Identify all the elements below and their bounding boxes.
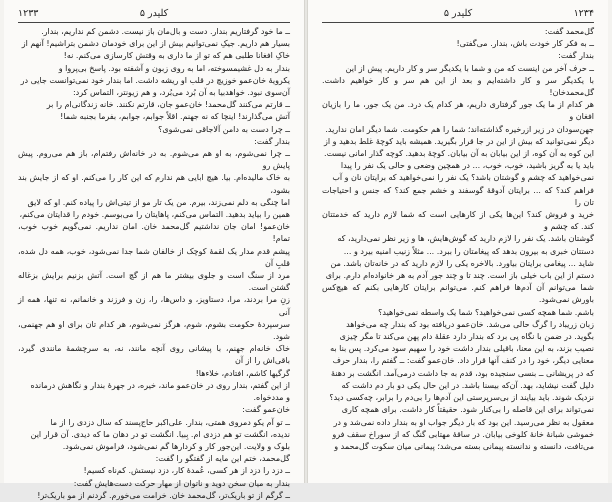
text-line: آن‌سوی نبود. خواهد‌بیا به آن بُرد می‌بُرد، و هم زیونتر، التماس کرد: xyxy=(72,88,290,98)
text-line: بندار گفت: xyxy=(254,136,290,146)
text-line: باشم. شما همچه کسی نمی‌خواهید؟ شما یک واسطه نمی‌خواهید؟ xyxy=(378,307,594,317)
text-line: ــ به فکر کار خودت باش، بندار. می‌گفتی! xyxy=(456,39,594,49)
text-line: جهن‌سودان در زیر ازرخیره گذاشته‌اند؛ شما را هم حکومت. شما دیگر امان ندارید. xyxy=(325,124,594,134)
text-line: از این گفتم، بندار روی در خان‌عمو ماند، خیره، در جهرهٔ بندار و نگاهش درمانده xyxy=(30,380,290,390)
text-line: خاک خانه‌ام جهنم، با پیشانی روی آنچه مانند، نه، به سرچشمهٔ مانندی گیرد، باقی‌اش را از آن xyxy=(18,344,290,366)
left-running-head: کلیدر ۵ xyxy=(139,8,169,19)
right-running-head: کلیدر ۵ xyxy=(443,8,473,19)
text-line: گرگیها کاشم، افتادم، خلاءها! xyxy=(195,368,290,378)
text-line: ــ حرف آخر من اینست که من و شما با یکدیگر سر و کار داریم. پیش از این xyxy=(345,63,594,73)
right-page-number: ۱۲۳۴ xyxy=(573,8,594,19)
text-line: بلوک و ولایت. این‌جور کار و کردارها گم نمی‌شود، فراموش نمی‌شود. xyxy=(62,441,290,451)
right-page-header xyxy=(322,8,594,22)
text-line: خرید و فروش کند؟ این‌ها یکی از کارهایی است که شما لازم دارید که خدمتتان کند. که چشم و xyxy=(322,210,594,232)
right-page xyxy=(308,0,608,483)
right-page-body xyxy=(322,26,594,477)
text-line: ندیده، انگشت تو هم دزدی ام. بِبیا. انگشت تو در دهان ما که دیدی. آن قرار این xyxy=(30,429,290,439)
text-line: ــ قارتم ‌می‌کنند گل‌محمد! خان‌عمو جان، قارتم نکنند. خانه زندگانی‌ام را بر xyxy=(46,100,290,110)
text-line: نمی‌خواهید که چشم و گوشتان باشد؟ یک نفر را نمی‌خواهید که برایتان نان و آب xyxy=(332,173,594,183)
text-line: آتش می‌گذارند! اینچا که نه جهنم. اقلاً جوابم، جوابم، بفرما بجنبه شما! xyxy=(60,112,290,122)
text-line: نصیب بزند، به این معنا، باقیلی بندار داشت خود را سهیم سود می‌کرد. پس بنا به xyxy=(330,344,594,354)
text-line: ــ تو آم یکو دمروی همتی، بندار. علی‌اکبر حاج‌پسند که سال دزدی را از ما xyxy=(50,417,290,427)
text-line: زنِ مرا بردند، مرا، دستاویز، و داس‌ها، را، زن و فرزند و خانمانم، نه تنها، همه از آنی xyxy=(18,295,290,317)
text-line: ــ گرگم از تو باریک‌تر، گل‌محمد خان. خرامت می‌خورم. گردنم از مو باریک‌تر! xyxy=(37,490,290,500)
left-header-rule xyxy=(18,22,290,23)
text-line: زبان زریباد را گرگ حالی می‌شد. خان‌عمو دریافته بود که بندار چه می‌خواهد xyxy=(346,319,594,329)
text-line: بگوید. در ضمن با نگاه پی برد که بندار دارد عقلهٔ دام پهن می‌کند تا مگر چیزی xyxy=(339,332,594,342)
text-line: ــ ما خود گرفتاریم بندار. دست و بال‌مان باز نیست. دشمن کم نداریم، بندار. xyxy=(41,27,290,36)
text-line: دستم از این باب خیلی باز است. چند تا و چند جور آدم به هر خانواده‌ام دارم. برای xyxy=(325,271,594,281)
text-line: ــ دزد را دزد از هر کسی، عُمدهٔ کار، دزد نیستش. کم‌ناه کسیم! xyxy=(83,466,290,476)
text-line: شاید ... پیغامی برایتان بیاورد. بالاخره یکی را لازم دارید که در خانه‌تان باشد. من xyxy=(330,258,594,268)
text-line: سرسپردهٔ حکومت بشوم، شوم، هرگز نمی‌شوم، هر کدام تان برای او هم جهنمی، شود. xyxy=(18,319,290,342)
text-line: و مددخواه. xyxy=(253,393,290,403)
right-header-rule xyxy=(322,22,594,23)
text-line: پیشم قدم مدار یک لقمهٔ کوچک از خالفان شما جدا نمی‌شود، خوب، همه دل شده، قلبِ آن xyxy=(18,246,290,268)
text-line: گل‌محمد گفت: xyxy=(544,27,594,36)
text-line: دلیل گفت نیشاید، بهد. آن‌که بیسنا باشد. در این حال یکی دو بار دم داشت که xyxy=(341,380,594,390)
text-line: دیگر نمی‌توانید که بیش از این در جا قرار بگیرید. همیشه باید کوچهٔ غلط بدهید و از xyxy=(324,136,594,146)
text-line: فراهم کند؟ که ... برایتان آدوقهٔ گوسفند و خشم جمع کند؟ که جنس و احتیاجات تان را xyxy=(322,185,594,207)
text-line: ــ چرا نمی‌شوم، به او هم می‌شوم. به در خانه‌اش رفتم‌ام، باز هم می‌روم. پیش پایش رو xyxy=(18,149,290,171)
text-line: همین را بیاید بدهید. التماس می‌کنم، پاهایتان را می‌بوسم. خودم را قدایتان می‌کنم، xyxy=(19,210,290,220)
text-line: یکرویهٔ خان‌عمو خوزیچ در قلب او ریشه داشت. اما بندار خود نمی‌توانست جایی در xyxy=(20,75,290,85)
text-line: هر کدام از ما یک جور گرفتاری داریم، هر کدام یک درد. من یک جور، ما را بازیان افغان و xyxy=(322,100,594,122)
left-page-header xyxy=(18,8,290,22)
text-line: می‌تافت، دانسته و ندانسته پیمانی بسته می‌شد؛ پیمانی میان سکوت گل‌محمد و xyxy=(334,441,594,451)
text-line: نزدیک شوند. باید بیایند از بی‌سرپرستی این آدم‌ها را بی‌دم را برابر، چه‌کسی دید؟ xyxy=(329,393,594,403)
text-line: بندار گفت: xyxy=(558,51,594,61)
text-line: معقول به نظر می‌رسید. این بود که بار دیگر جواب او به بندار داده نمی‌شد و در xyxy=(333,417,594,427)
text-line: گل‌محمد، ختم این مایه از گفتگو را گفت: xyxy=(155,454,290,464)
text-line: معنایی دیگر، خود را در کنف آنها قرار داد. خان‌عمو گفت: ــ گفتم را، بندار حرف xyxy=(332,356,594,366)
left-page-number: ۱۲۳۳ xyxy=(18,8,39,19)
text-line: گوشتان باشد. یک نفر را لازم دارید که گوش‌هایش، ها و زیر نظر نمی‌دارید، که xyxy=(337,234,594,244)
text-line: شما می‌توانم آن آدم‌ها فراهم کنم. می‌توانم برایتان کارهایی بکنم که هیچ‌کس باورش نمی‌شود. xyxy=(322,283,594,305)
text-line: مرد از سنگ است و جلوی بیشتر ما هم از گچ است. آتش بزنیم برایش بزغاله گشتن است. xyxy=(18,271,290,293)
text-line: این کوه به آن کوه، از این بیابان به آن بیابان. کوچهٔ بدهید. کوچه گذار امانی نیست. xyxy=(324,149,594,159)
text-line: اما چنگی به دلم نمی‌زند، بیرم. من یک تار مو از تیتی‌اش را پیاده کنم. او که لایق xyxy=(27,197,290,207)
left-page xyxy=(4,0,304,500)
text-line: بندار به میان سخن دوید و ناتوان از مهار حرکت دست‌هایش گفت: xyxy=(73,478,290,488)
text-line: دستتان خبری به بیرون بدهد که پیغامتان را ببرد. ... مثلاً زنیب امنیه بیرد و ... xyxy=(343,246,594,256)
text-line: با یکدیگر سر و کار داشته‌ایم و بعد از این هم سر و کار خواهیم داشت. گل‌محمدخان! xyxy=(322,75,594,98)
text-line: که در پریشانی ــ بنسی سنجیده بود، قدم به جا داشت درمی‌آمد. انگشت بر دهنهٔ xyxy=(330,368,594,378)
text-line: خموشی شبانهٔ خانهٔ کلوخی بیابان. در ساقهٔ مهتابی گنگ که از سوراخ سقف فرو xyxy=(332,429,594,439)
text-line: باید یا به گریز باشید، خوب، خوب، ... در همچین وضعی و حالی یک نفر را پیدا xyxy=(340,161,594,171)
text-line: خان‌عمو گفت: xyxy=(242,405,290,415)
text-line: بندار به دل غشیمسوخته، اما به روی زبون و آشفته بود. پاسخ بی‌پروا و xyxy=(58,63,290,73)
text-line: به خاک مالیده‌ام. بیا. هیچ ابایی هم ندارم که این کار را می‌کنم. او که از جایش بند بشود، xyxy=(18,173,290,195)
left-page-body xyxy=(18,26,290,500)
text-line: نمی‌تواند برای این قاصله را بی‌کنار شود. حقیقتاً کار داشت. برای همچه کاری xyxy=(341,405,594,415)
text-line: خان‌عمو! امان جان نداشتیم گل‌محمد خان. امان نداریم. نمی‌گویم خوب خوب، تمام! xyxy=(18,222,290,244)
text-line: بسیار هم داریم. جیکِ نمی‌توانیم بیش از این برای خودمان دشمن بتراشیم! آنهم از xyxy=(21,39,290,49)
text-line: ــ چرا دست به دامن آلاجاقی نمی‌شوی؟ xyxy=(158,124,290,134)
text-line: خاکِ افغانا طلبی هم که تو از ما داری به وقتش کارسازی می‌کنم. نه! xyxy=(63,51,290,61)
